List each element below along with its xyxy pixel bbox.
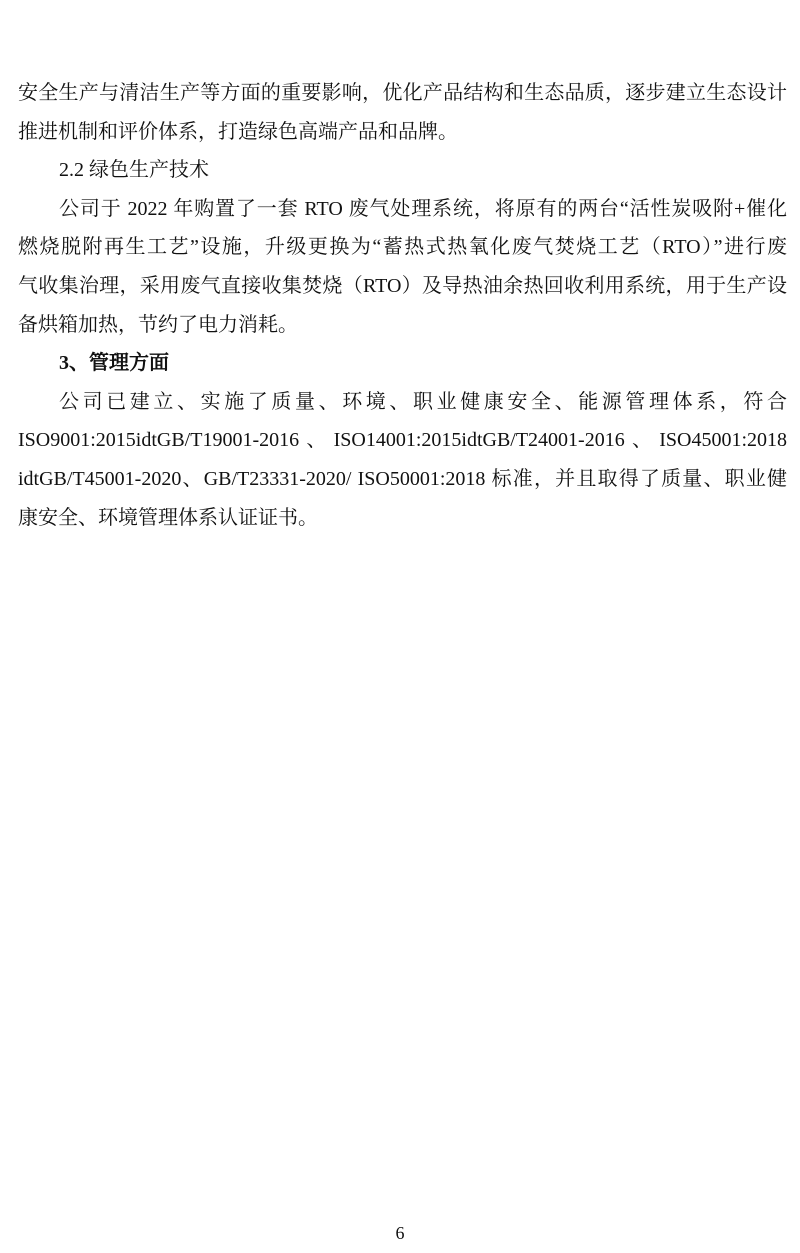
text-line: 公司已建立、实施了质量、环境、职业健康安全、能源管理体系，符合 (59, 390, 787, 413)
text-line: idtGB/T45001-2020、GB/T23331-2020/ ISO50001:2018 标准，并且取得了质量、职业健 (18, 467, 787, 490)
text-line: 康安全、环境管理体系认证证书。 (18, 506, 318, 529)
text-line: 公司于 2022 年购置了一套 RTO 废气处理系统，将原有的两台“活性炭吸附+催化 (59, 197, 787, 220)
subsection-heading: 2.2 绿色生产技术 (59, 159, 209, 182)
page-number: 6 (395, 1223, 405, 1243)
section-heading: 3、管理方面 (59, 352, 169, 375)
text-line: 备烘箱加热，节约了电力消耗。 (18, 313, 298, 336)
text-line: 气收集治理，采用废气直接收集焚烧（RTO）及导热油余热回收利用系统，用于生产设 (18, 274, 787, 297)
document-body (18, 74, 787, 537)
text-line: 安全生产与清洁生产等方面的重要影响，优化产品结构和生态品质，逐步建立生态设计 (18, 82, 787, 104)
text-line: ISO9001:2015idtGB/T19001-2016、ISO14001:2015idtGB/T24001-2016、ISO45001:2018 (18, 429, 787, 452)
text-line: 推进机制和评价体系，打造绿色高端产品和品牌。 (18, 120, 458, 143)
text-line: 燃烧脱附再生工艺”设施，升级更换为“蓄热式热氧化废气焚烧工艺（RTO）”进行废 (18, 236, 787, 259)
